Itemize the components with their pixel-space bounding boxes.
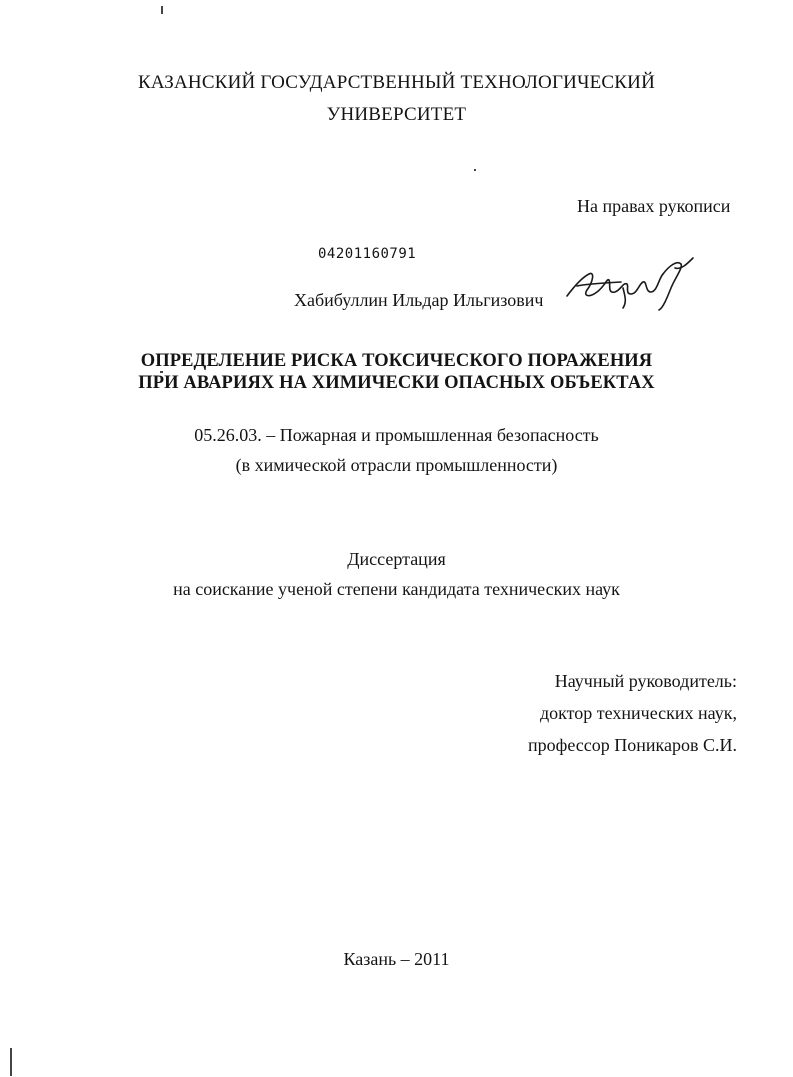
scan-speck (474, 169, 476, 171)
supervisor-heading: Научный руководитель: (554, 671, 737, 691)
signature-icon (563, 248, 703, 318)
author-name: Хабибуллин Ильдар Ильгизович (294, 290, 544, 310)
specialty-line2: (в химической отрасли промышленности) (235, 455, 558, 475)
scan-speck (161, 6, 163, 14)
thesis-title-line1: ОПРЕДЕЛЕНИЕ РИСКА ТОКСИЧЕСКОГО ПОРАЖЕНИЯ (140, 351, 653, 371)
registration-number: 04201160791 (318, 246, 417, 262)
supervisor-name: профессор Поникаров С.И. (528, 735, 737, 755)
university-name-line2: УНИВЕРСИТЕТ (326, 104, 467, 125)
specialty-line1: 05.26.03. – Пожарная и промышленная безопасность (194, 425, 599, 445)
document-type: Диссертация (347, 549, 446, 569)
rights-note: На правах рукописи (577, 196, 731, 216)
city-year: Казань – 2011 (343, 949, 450, 969)
supervisor-degree: доктор технических наук, (540, 703, 737, 723)
scan-speck (10, 1048, 12, 1076)
degree-line: на соискание ученой степени кандидата технических наук (173, 579, 620, 599)
thesis-title-line2: ПРИ АВАРИЯХ НА ХИМИЧЕСКИ ОПАСНЫХ ОБЪЕКТАХ (138, 373, 655, 393)
university-name-line1: КАЗАНСКИЙ ГОСУДАРСТВЕННЫЙ ТЕХНОЛОГИЧЕСКИЙ (137, 72, 656, 93)
